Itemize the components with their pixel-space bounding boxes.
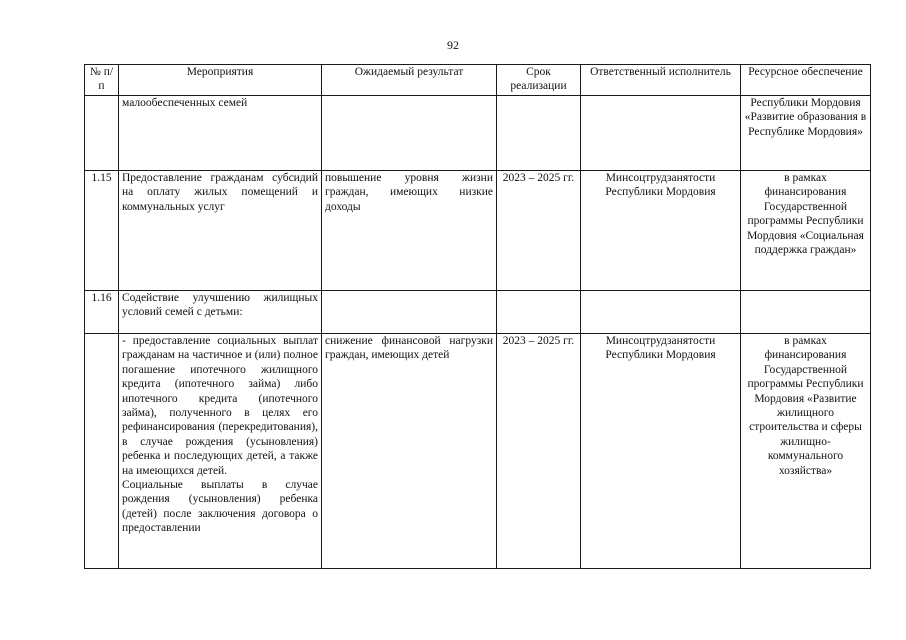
row-executor xyxy=(581,291,741,334)
header-result: Ожидаемый результат xyxy=(322,65,497,96)
row-measure-paragraph: - предоставление социальных выплат гражданам на частичное и (или) полное погашение ипотечного жилищного кредита (ипотечного займа) либо ипотечного кредита (ипотечного займа), полученного в целях его рефинансирования (перекредитования), в случае рождения (усыновления) ребенка и последующих детей, а также на имеющихся детей. xyxy=(122,335,318,477)
row-result xyxy=(322,291,497,334)
row-measure-paragraph: Социальные выплаты в случае рождения (усыновления) ребенка (детей) после заключения договора о предоставлении xyxy=(122,479,318,535)
row-num: 1.15 xyxy=(85,171,119,291)
table-row xyxy=(85,291,871,334)
header-resources: Ресурсное обеспечение xyxy=(741,65,871,96)
row-term: 2023 – 2025 гг. xyxy=(497,171,581,291)
table-row xyxy=(85,96,871,171)
header-term: Срок реализации xyxy=(497,65,581,96)
row-term: 2023 – 2025 гг. xyxy=(497,334,581,569)
row-measure: Содействие улучшению жилищных условий семей с детьми: xyxy=(119,291,322,334)
row-term xyxy=(497,96,581,171)
row-term xyxy=(497,291,581,334)
table-row xyxy=(85,334,871,569)
row-measure-text xyxy=(122,334,318,536)
row-executor: Минсоцтрудзанятости Республики Мордовия xyxy=(581,171,741,291)
table-row xyxy=(85,171,871,291)
row-executor: Минсоцтрудзанятости Республики Мордовия xyxy=(581,334,741,569)
page-number: 92 xyxy=(447,38,459,52)
row-num xyxy=(85,334,119,569)
header-measures: Мероприятия xyxy=(119,65,322,96)
row-resources: в рамках финансирования Государственной программы Республики Мордовия «Социальная поддержка граждан» xyxy=(741,171,871,291)
header-executor: Ответственный исполнитель xyxy=(581,65,741,96)
row-resources: Республики Мордовия «Развитие образования в Республике Мордовия» xyxy=(741,96,871,171)
row-num: 1.16 xyxy=(85,291,119,334)
row-measure: Предоставление гражданам субсидий на оплату жилых помещений и коммунальных услуг xyxy=(119,171,322,291)
row-executor xyxy=(581,96,741,171)
row-result xyxy=(322,96,497,171)
header-num: № п/п xyxy=(85,65,119,96)
measures-table xyxy=(84,64,871,569)
row-result: снижение финансовой нагрузки граждан, имеющих детей xyxy=(322,334,497,569)
table-header-row xyxy=(85,65,871,96)
row-measure: малообеспеченных семей xyxy=(119,96,322,171)
row-measure xyxy=(119,334,322,569)
row-result: повышение уровня жизни граждан, имеющих низкие доходы xyxy=(322,171,497,291)
row-num xyxy=(85,96,119,171)
row-resources: в рамках финансирования Государственной программы Республики Мордовия «Развитие жилищного строительства и сферы жилищно-коммунального хозяйства» xyxy=(741,334,871,569)
row-resources xyxy=(741,291,871,334)
